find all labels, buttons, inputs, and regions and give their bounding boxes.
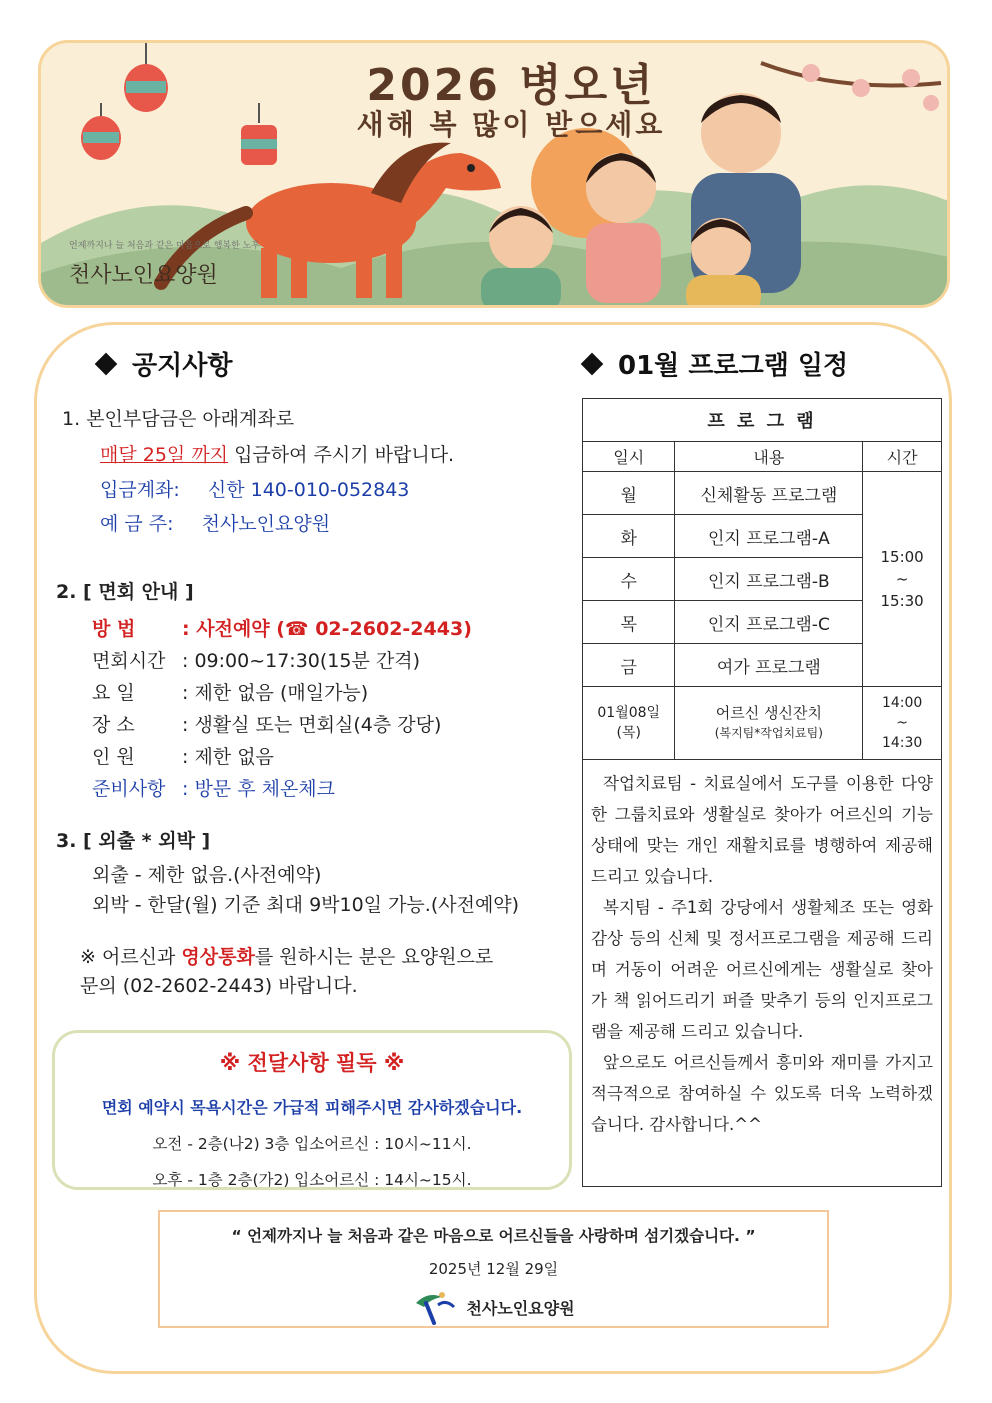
time-sep: ~ (896, 715, 908, 731)
table-header-row (583, 442, 942, 472)
description-paragraph: 앞으로도 어르신들께서 흥미와 재미를 가지고 적극적으로 참여하실 수 있도록 더욱 노력하겠습니다. 감사합니다.^^ (591, 1053, 933, 1134)
special-event-team: (복지팀*작업치료팀) (714, 726, 823, 740)
diamond-bullet-icon (581, 352, 604, 375)
org-logo-icon (412, 1289, 458, 1325)
visit-place-row: 장 소 : 생활실 또는 면회실(4층 강당) (92, 714, 442, 736)
footer-org-name: 천사노인요양원 (466, 1298, 575, 1318)
must-read-line-1: 면회 예약시 목욕시간은 가급적 피해주시면 감사하겠습니다. (101, 1098, 523, 1117)
due-rest-text: 입금하여 주시기 바랍니다. (228, 444, 455, 466)
day-cell: 화 (583, 515, 675, 558)
account-value: 신한 140-010-052843 (207, 479, 410, 501)
video-call-highlight: 영상통화 (181, 946, 255, 968)
must-read-line-3: 오후 - 1층 2층(가2) 입소어르신 : 14시~15시. (152, 1171, 472, 1189)
must-read-line-2: 오전 - 2층(나2) 3층 입소어르신 : 10시~11시. (152, 1135, 472, 1153)
outing-heading: 3. [ 외출 * 외박 ] (56, 830, 211, 852)
visit-row-label: 면회시간 (92, 650, 166, 672)
banner-subtitle: 새해 복 많이 받으세요 (356, 108, 666, 141)
account-label: 입금계좌: (100, 479, 180, 501)
visit-row-label: 방 법 (92, 618, 136, 640)
program-description (582, 760, 942, 1187)
must-read-title: ※ 전달사항 필독 ※ (219, 1051, 405, 1075)
holder-label: 예 금 주: (100, 513, 174, 535)
visit-row-label: 준비사항 (92, 778, 166, 800)
program-schedule-table (582, 398, 942, 760)
account-line (100, 481, 409, 500)
visit-method-row: 방 법 : 사전예약 (☎ 02-2602-2443) (92, 618, 472, 640)
video-call-post: 를 원하시는 분은 요양원으로 (254, 946, 494, 968)
notice-due-line (100, 446, 454, 465)
banner-tagline: 언제까지나 늘 처음과 같은 마음으로 행복한 노후 (69, 241, 261, 251)
overnight-line: 외박 - 한달(월) 기준 최대 9박10일 가능.(사전예약) (92, 894, 520, 916)
column-header-time: 시간 (863, 442, 942, 472)
lantern-icon (124, 43, 168, 112)
visit-row-value: 09:00~17:30(15분 간격) (194, 650, 420, 672)
day-cell: 금 (583, 644, 675, 687)
visit-row-label: 인 원 (92, 746, 135, 768)
visit-row-label: 요 일 (92, 682, 135, 704)
day-cell: 수 (583, 558, 675, 601)
content-cell: 여가 프로그램 (675, 644, 863, 687)
must-read-box (52, 1030, 572, 1190)
time-end: 15:30 (880, 592, 924, 610)
visit-row-value: 생활실 또는 면회실(4층 강당) (194, 714, 442, 736)
visit-hours-row: 면회시간 : 09:00~17:30(15분 간격) (92, 650, 420, 672)
holder-value: 천사노인요양원 (201, 513, 331, 535)
table-title-row (583, 399, 942, 442)
special-date-cell (583, 687, 675, 760)
special-event-title: 어르신 생신잔치 (715, 704, 822, 722)
visit-guide-heading: 2. [ 면회 안내 ] (56, 581, 194, 603)
footer-signature (160, 1289, 827, 1325)
visit-row-value: 제한 없음 (매일가능) (194, 682, 369, 704)
visit-prep-row: 준비사항 : 방문 후 체온체크 (92, 778, 336, 800)
footer-date: 2025년 12월 29일 (428, 1260, 559, 1278)
special-date: 01월08일 (597, 705, 661, 721)
visit-row-value: 사전예약 (☎ 02-2602-2443) (196, 618, 472, 640)
time-end: 14:30 (881, 735, 923, 751)
visit-days-row: 요 일 : 제한 없음 (매일가능) (92, 682, 369, 704)
time-start: 14:00 (881, 695, 923, 711)
day-cell: 목 (583, 601, 675, 644)
column-header-content: 내용 (675, 442, 863, 472)
table-row (583, 472, 942, 515)
notices-heading: 공지사항 (98, 345, 232, 382)
holder-line (100, 515, 330, 534)
content-cell: 인지 프로그램-C (675, 601, 863, 644)
special-content-cell (675, 687, 863, 760)
time-sep: ~ (895, 570, 909, 588)
program-heading: 01월 프로그램 일정 (584, 345, 848, 382)
video-call-line (80, 948, 493, 967)
notice-item-1: 1. 본인부담금은 아래계좌로 (62, 408, 295, 430)
visit-row-value: 제한 없음 (194, 746, 274, 768)
footer-quote: “ 언제까지나 늘 처음과 같은 마음으로 어르신들을 사랑하며 섬기겠습니다. ” (231, 1227, 756, 1245)
description-paragraph: 작업치료팀 - 치료실에서 도구를 이용한 다양한 그룹치료와 생활실로 찾아가 어르신의 기능 상태에 맞는 개인 재활치료를 병행하여 제공해 드리고 있습니다. (591, 774, 933, 886)
special-weekday: (목) (616, 725, 641, 741)
description-paragraph: 복지팀 - 주1회 강당에서 생활체조 또는 영화감상 등의 신체 및 정서프로그램을 제공해 드리며 거동이 어려운 어르신에게는 생활실로 찾아가 책 읽어드리기 퍼즐 맞추기 등의 인지프로그램을 제공해 드리고 있습니다. (591, 898, 933, 1041)
footer-box (158, 1210, 829, 1328)
visit-people-row: 인 원 : 제한 없음 (92, 746, 274, 768)
day-cell: 월 (583, 472, 675, 515)
visit-row-value: 방문 후 체온체크 (194, 778, 336, 800)
content-cell: 인지 프로그램-B (675, 558, 863, 601)
video-call-contact: 문의 (02-2602-2443) 바랍니다. (80, 975, 358, 997)
outing-line: 외출 - 제한 없음.(사전예약) (92, 864, 322, 886)
special-time-cell (863, 687, 942, 760)
diamond-bullet-icon (95, 352, 118, 375)
visit-row-label: 장 소 (92, 714, 135, 736)
content-cell: 신체활동 프로그램 (675, 472, 863, 515)
banner-title: 2026 병오년 (366, 60, 656, 111)
weekly-time-cell (863, 472, 942, 687)
table-title: 프 로 그 램 (583, 399, 942, 442)
new-year-banner (38, 40, 950, 308)
column-header-date: 일시 (583, 442, 675, 472)
special-event-row (583, 687, 942, 760)
due-date-highlight: 매달 25일 까지 (100, 444, 229, 466)
time-start: 15:00 (880, 548, 924, 566)
video-call-pre: ※ 어르신과 (80, 946, 182, 968)
banner-org-name: 천사노인요양원 (69, 263, 218, 288)
content-cell: 인지 프로그램-A (675, 515, 863, 558)
